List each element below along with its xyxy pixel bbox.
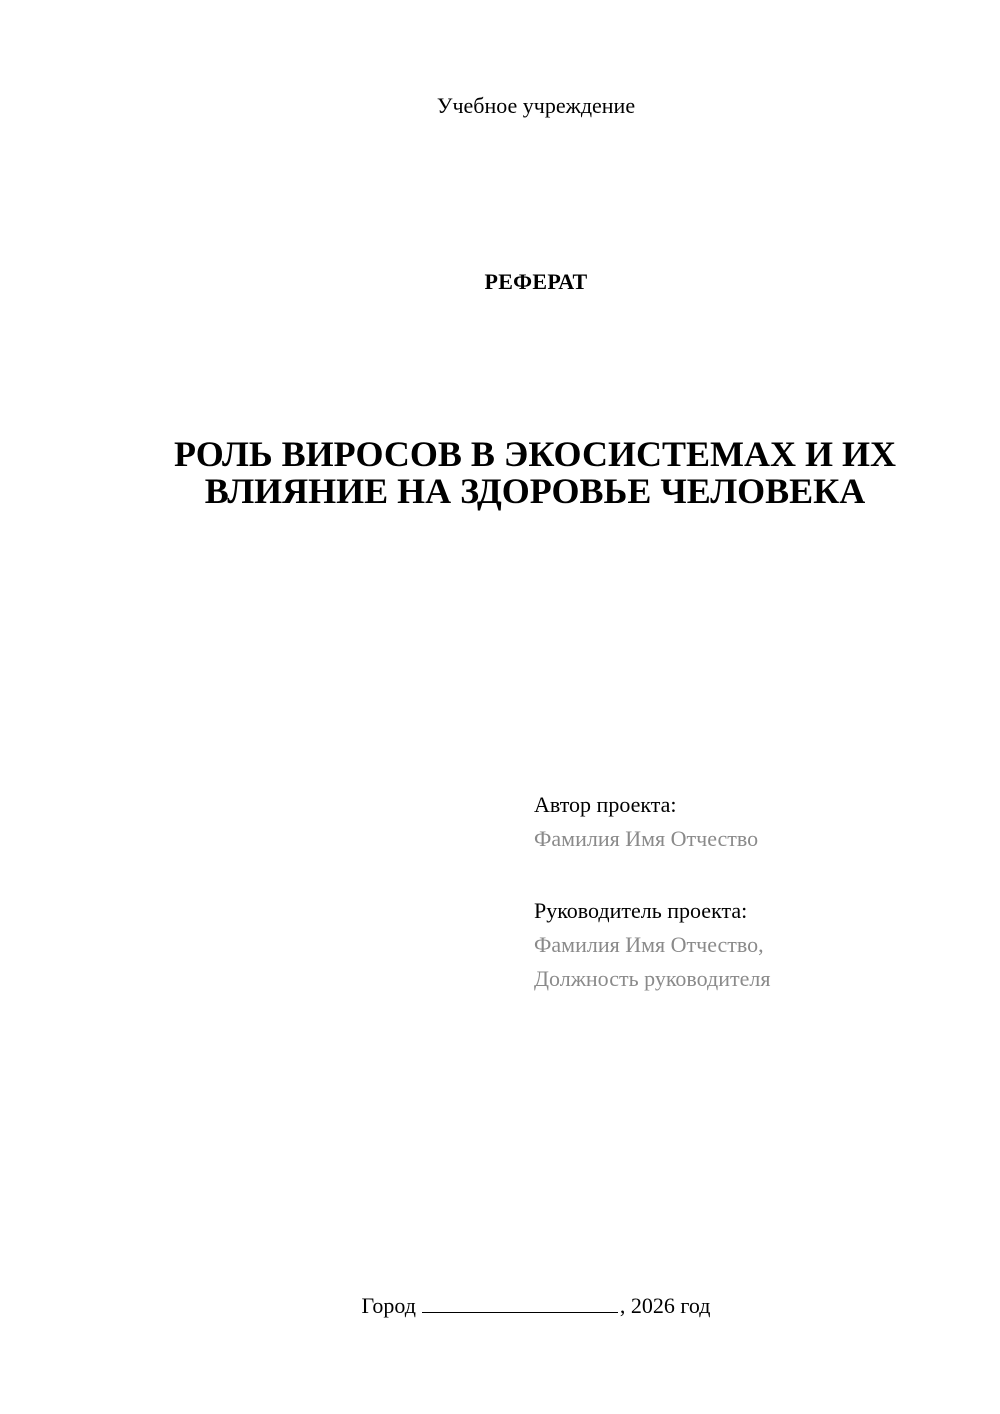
city-year-line (0, 1290, 1000, 1321)
year-text: , 2026 год (619, 1293, 711, 1318)
supervisor-position: Должность руководителя (534, 966, 771, 991)
city-blank-underline (422, 1290, 618, 1313)
city-label: Город (361, 1293, 416, 1318)
institution-name: Учебное учреждение (436, 93, 636, 118)
document-title-line-1: РОЛЬ ВИРОСОВ В ЭКОСИСТЕМАХ И ИХ (174, 434, 896, 474)
document-title (120, 436, 950, 510)
author-label: Автор проекта: (534, 792, 677, 817)
document-type-heading: РЕФЕРАТ (484, 269, 588, 294)
supervisor-name: Фамилия Имя Отчество, (534, 932, 764, 957)
supervisor-block (534, 894, 974, 996)
author-name: Фамилия Имя Отчество (534, 826, 759, 851)
supervisor-label: Руководитель проекта: (534, 898, 748, 923)
author-block (534, 788, 974, 856)
document-title-line-2: ВЛИЯНИЕ НА ЗДОРОВЬЕ ЧЕЛОВЕКА (204, 471, 866, 511)
